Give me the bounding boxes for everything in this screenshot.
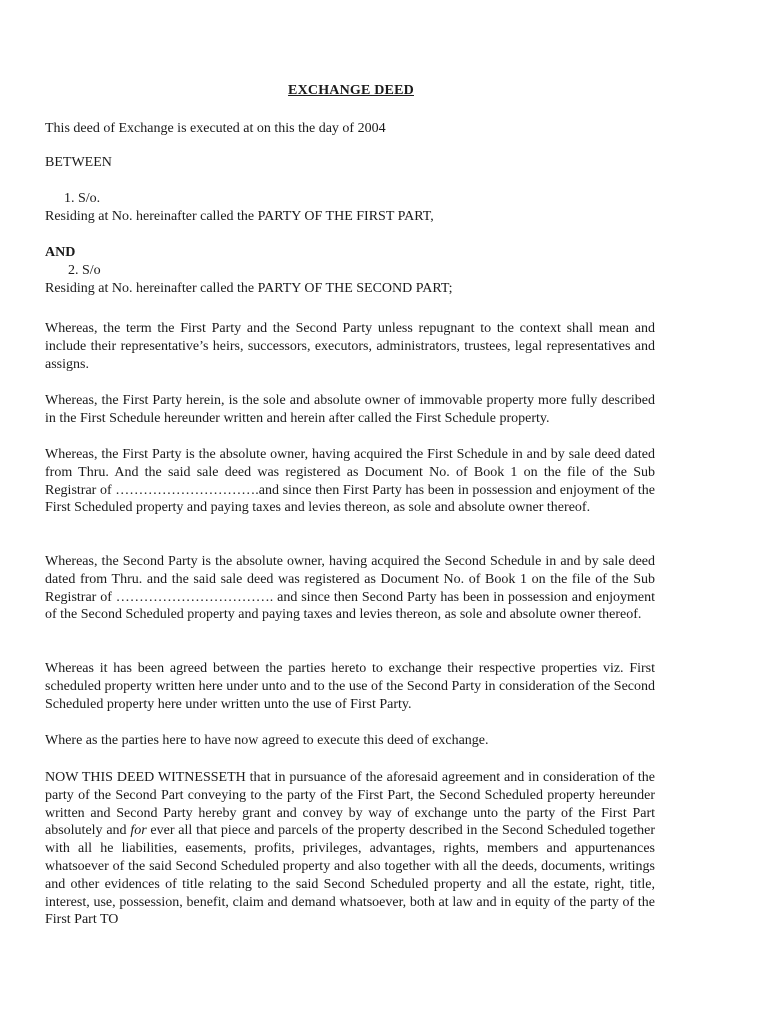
witnesseth-text-end: ever all that piece and parcels of the property described in the Second Scheduled together with all he liabilities, easements, profits, privileges, advantages, rights, members and appurtenances whatsoever of the said Second Scheduled property and also together with all the deeds, documents, writings and other evidences of title relating to the said Second Scheduled property and all the estate, right, title, interest, use, possession, benefit, claim and demand whatsoever, both at law and in equity of the party of the First Part TO xyxy=(45,823,655,928)
document-title: EXCHANGE DEED xyxy=(288,83,414,98)
paragraph-definitions: Whereas, the term the First Party and the Second Party unless repugnant to the context shall mean and include their representative’s heirs, successors, executors, administrators, trustees, legal representatives and assigns. xyxy=(45,321,655,372)
witnesseth-text-start: NOW THIS DEED WITNESSETH that in pursuance of the aforesaid agreement and in consideration of the party of the Second Part conveying to the party of the First Part, the Second Scheduled property hereunder written and Second Party hereby grant and convey by way of exchange unto the party of the First Part absolutely and xyxy=(45,770,655,839)
and-heading: AND xyxy=(45,245,76,260)
paragraph-witnesseth xyxy=(45,769,655,929)
party1-residing: Residing at No. hereinafter called the PARTY OF THE FIRST PART, xyxy=(45,209,434,224)
witnesseth-italic-word: for xyxy=(130,823,147,839)
intro-line: This deed of Exchange is executed at on this the day of 2004 xyxy=(45,121,386,136)
paragraph-agreement: Whereas it has been agreed between the parties hereto to exchange their respective properties viz. First scheduled property written here under unto and to the use of the Second Party in consideration of the Second Scheduled property here under written unto the use of First Party. xyxy=(45,661,655,712)
paragraph-second-party-acquired: Whereas, the Second Party is the absolute owner, having acquired the Second Schedule in and by sale deed dated from Thru. and the said sale deed was registered as Document No. of Book 1 on the file of the Sub Registrar of ……………………………. and since then Second Party has been in possession and enjoyment of the Second Scheduled property and paying taxes and levies thereon, as sole and absolute owner thereof. xyxy=(45,554,655,623)
paragraph-first-party-owner: Whereas, the First Party herein, is the sole and absolute owner of immovable property more fully described in the First Schedule hereunder written and herein after called the First Schedule property. xyxy=(45,393,655,426)
party1-item: 1. S/o. xyxy=(64,191,101,206)
paragraph-first-party-acquired: Whereas, the First Party is the absolute owner, having acquired the First Schedule in and by sale deed dated from Thru. And the said sale deed was registered as Document No. of Book 1 on the file of the Sub Registrar of ………………………….and since then First Party has been in possession and enjoyment of the First Scheduled property and paying taxes and levies thereon, as sole and absolute owner thereof. xyxy=(45,447,655,516)
between-heading: BETWEEN xyxy=(45,155,112,170)
paragraph-execute: Where as the parties here to have now agreed to execute this deed of exchange. xyxy=(45,733,489,748)
party2-residing: Residing at No. hereinafter called the PARTY OF THE SECOND PART; xyxy=(45,281,453,296)
party2-item: 2. S/o xyxy=(68,263,101,278)
